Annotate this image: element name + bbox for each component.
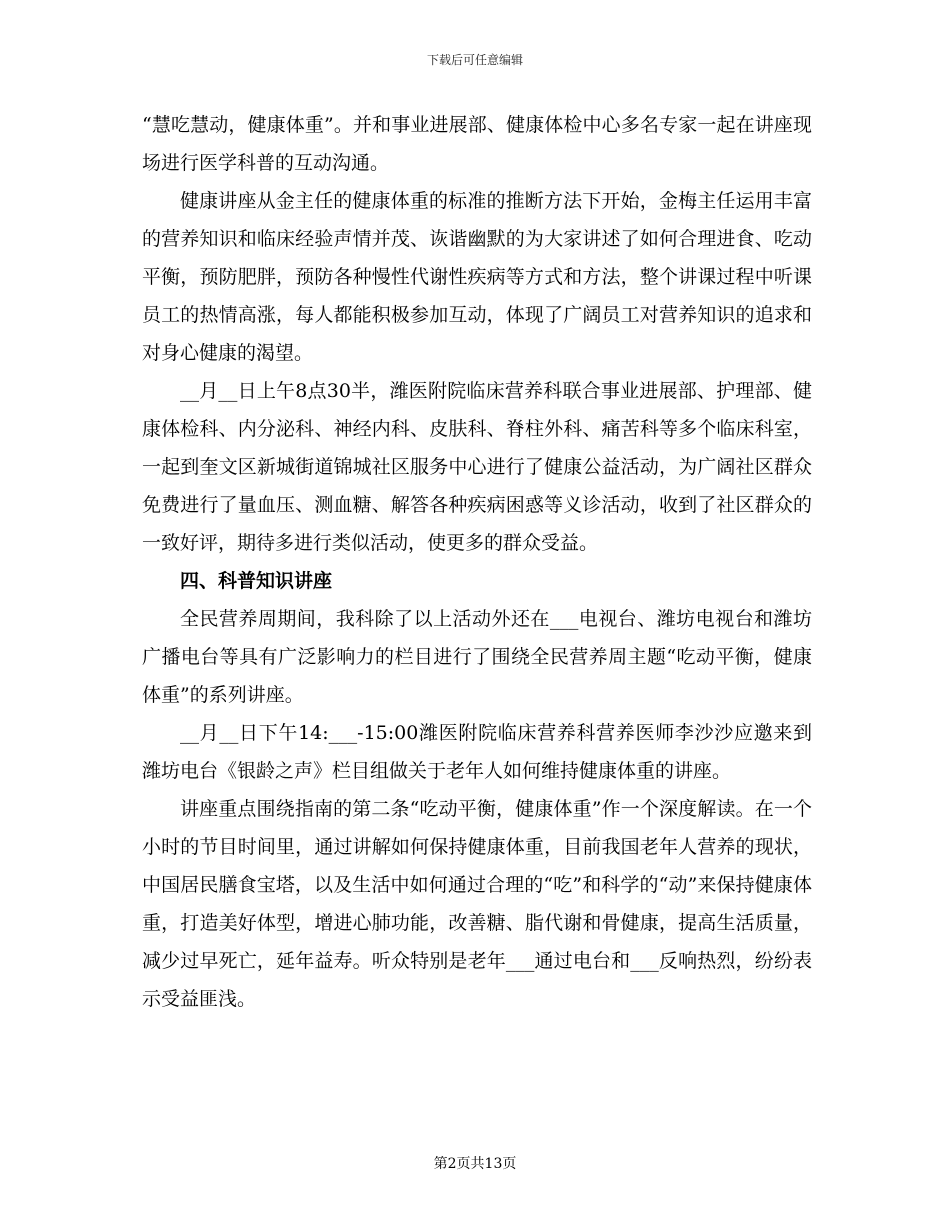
page-footer: 第2页共13页 <box>433 1156 517 1172</box>
paragraph-lecture-focus: 讲座重点围绕指南的第二条“吃动平衡，健康体重”作一个深度解读。在一个小时的节目时间里，通过讲解如何保持健康体重，目前我国老年人营养的现状，中国居民膳食宝塔，以及生活中如何通过合理的“吃”和科学的“动”来保持健康体重，打造美好体型，增进心肺功能，改善糖、脂代谢和骨健康，提高生活质量，减少过早死亡，延年益寿。听众特别是老年___通过电台和___反响热烈，纷纷表示受益匪浅。 <box>142 798 812 1010</box>
paragraph-community-event: __月__日上午8点30半，潍医附院临床营养科联合事业进展部、护理部、健康体检科、内分泌科、神经内科、皮肤科、脊柱外科、痛苦科等多个临床科室，一起到奎文区新城街道锦城社区服务中心进行了健康公益活动，为广阔社区群众免费进行了量血压、测血糖、解答各种疾病困惑等义诊活动，收到了社区群众的一致好评，期待多进行类似活动，使更多的群众受益。 <box>142 380 812 554</box>
document-body <box>142 106 812 1018</box>
paragraph-lecture-summary: 健康讲座从金主任的健康体重的标准的推断方法下开始，金梅主任运用丰富的营养知识和临床经验声情并茂、诙谐幽默的为大家讲述了如何合理进食、吃动平衡，预防肥胖，预防各种慢性代谢性疾病等方式和方法，整个讲课过程中听课员工的热情高涨，每人都能积极参加互动，体现了广阔员工对营养知识的追求和对身心健康的渴望。 <box>142 190 812 364</box>
section-heading: 四、科普知识讲座 <box>180 570 333 592</box>
paragraph-media-lectures: 全民营养周期间，我科除了以上活动外还在___电视台、潍坊电视台和潍坊广播电台等具有广泛影响力的栏目进行了围绕全民营养周主题“吃动平衡，健康体重”的系列讲座。 <box>142 608 812 706</box>
paragraph-radio-lecture: __月__日下午14:___-15:00潍医附院临床营养科营养医师李沙沙应邀来到潍坊电台《银龄之声》栏目组做关于老年人如何维持健康体重的讲座。 <box>142 722 812 782</box>
paragraph-continuation: “慧吃慧动，健康体重”。并和事业进展部、健康体检中心多名专家一起在讲座现场进行医学科普的互动沟通。 <box>142 114 812 174</box>
page-header: 下载后可任意编辑 <box>426 53 523 67</box>
